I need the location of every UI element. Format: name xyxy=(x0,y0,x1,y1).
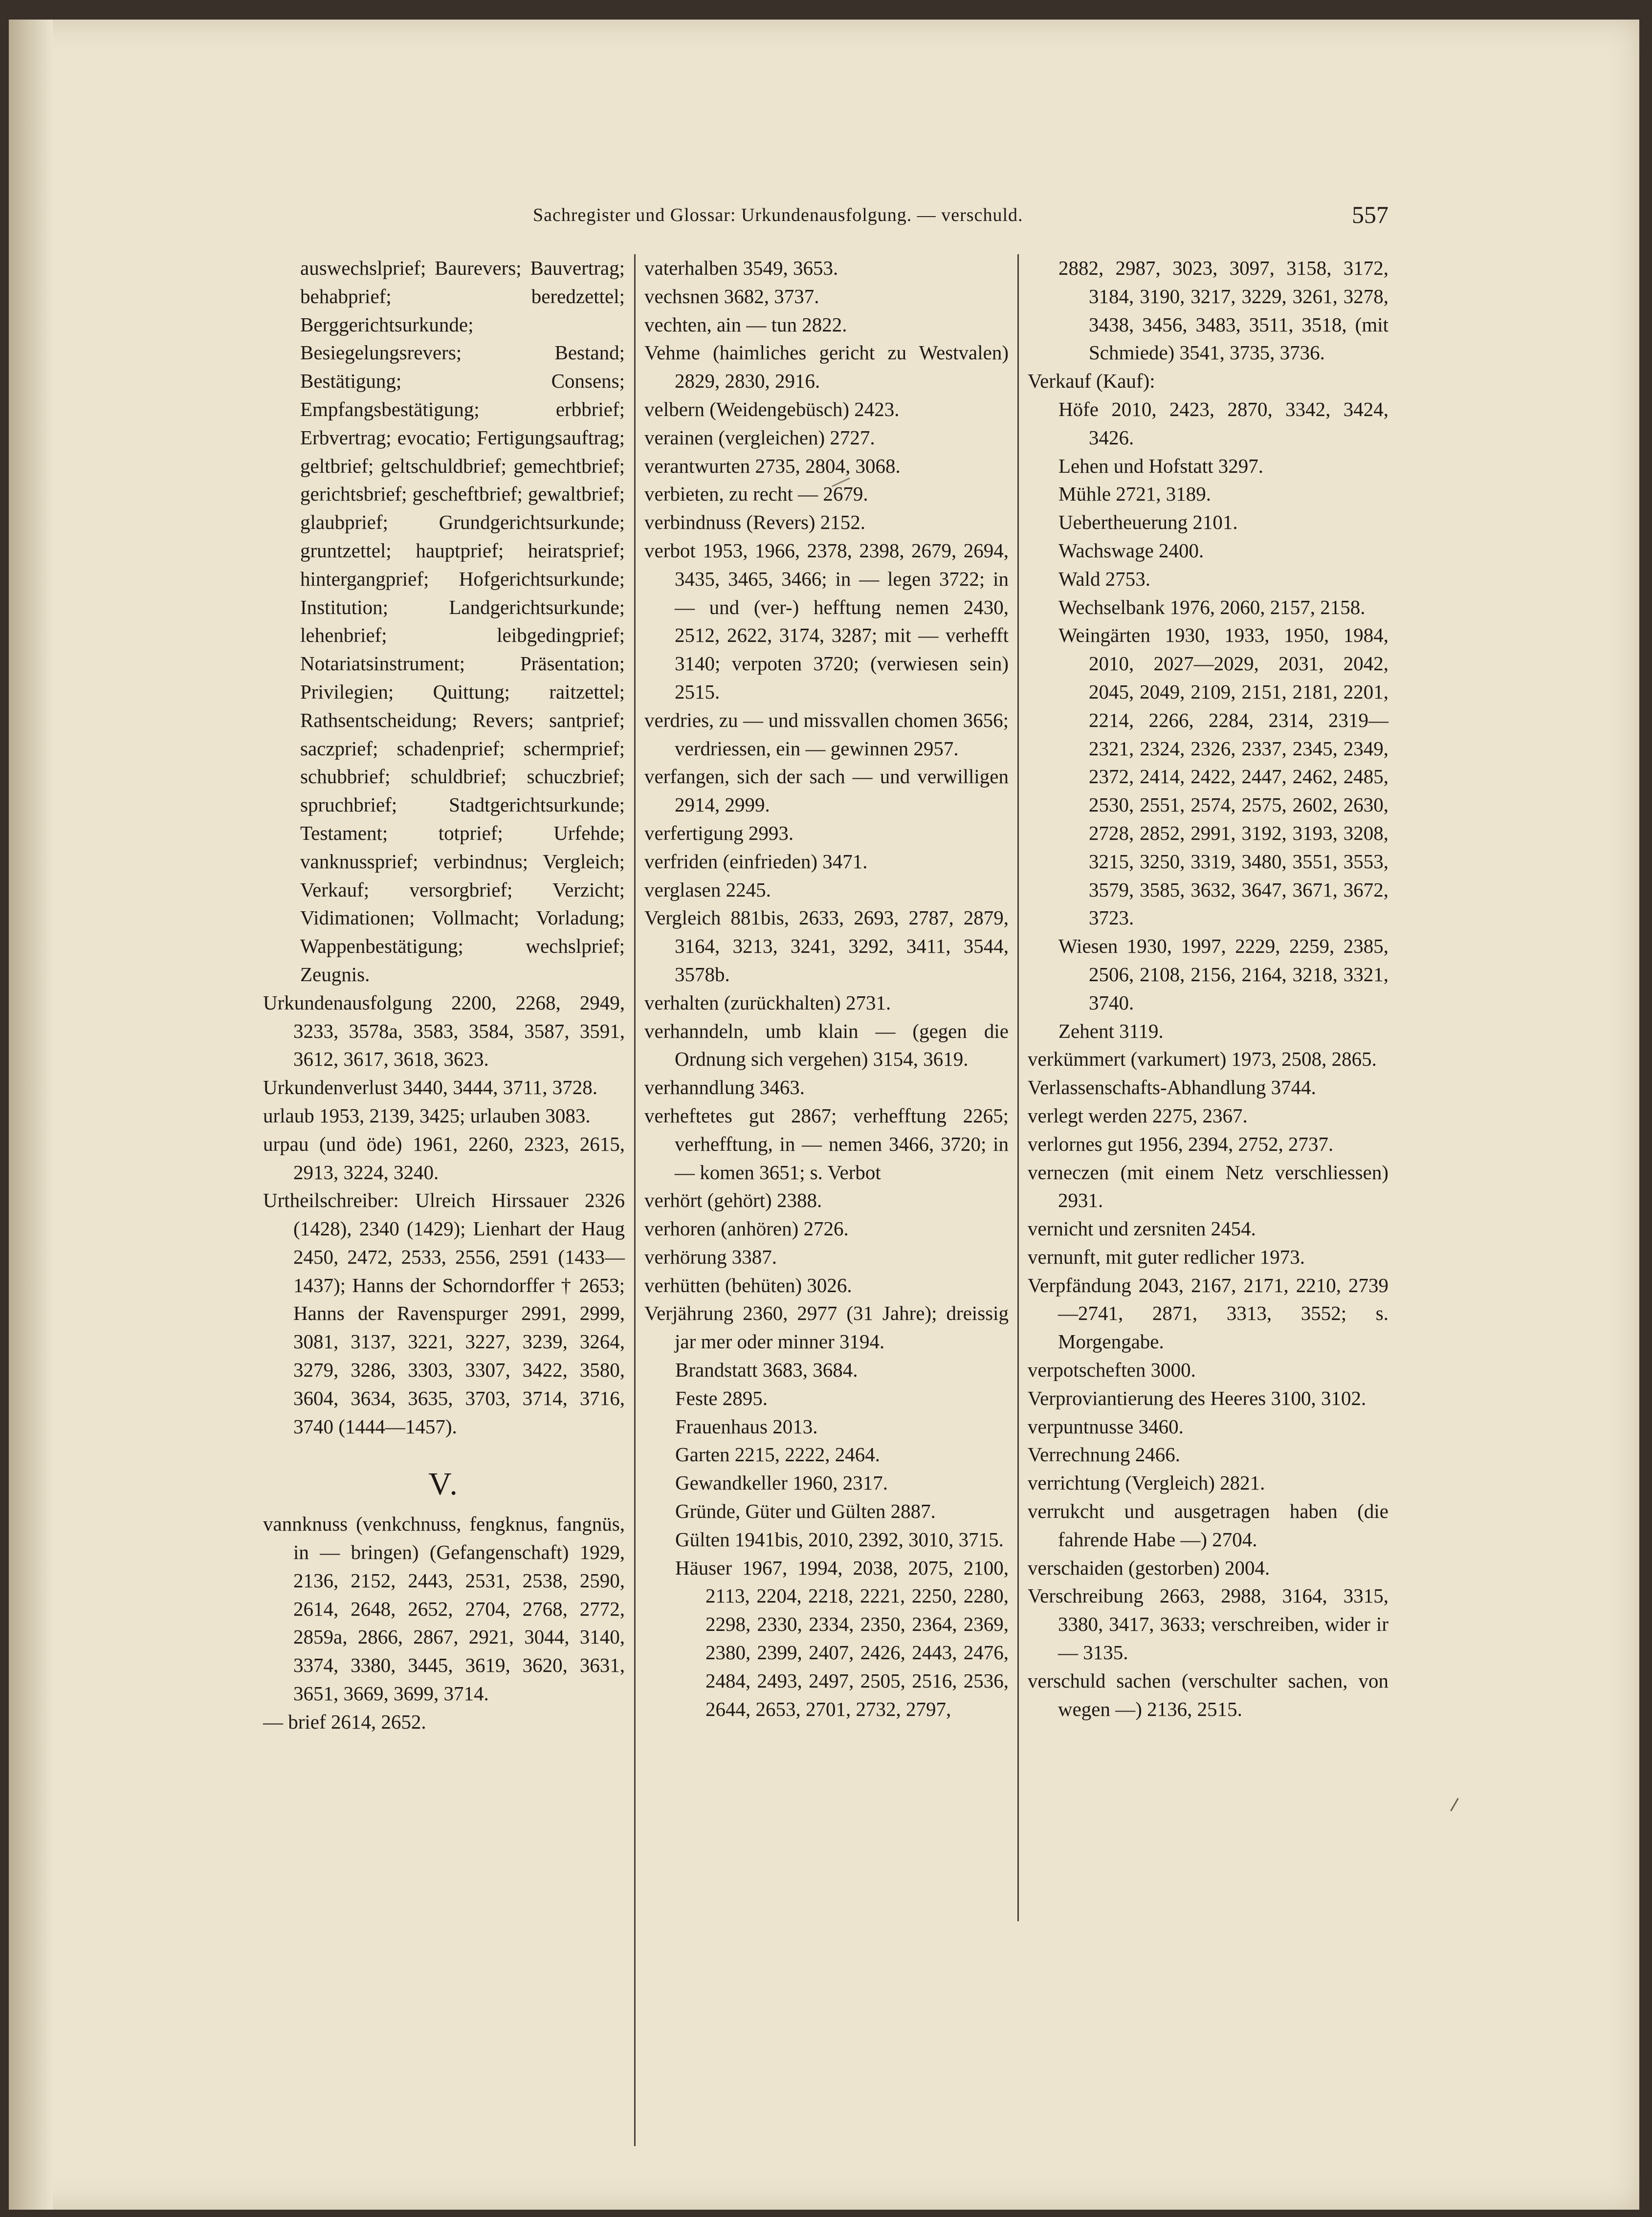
index-entry: Verproviantierung des Heeres 3100, 3102. xyxy=(1028,1386,1366,1409)
index-entry: verpuntnusse 3460. xyxy=(1028,1415,1184,1438)
index-entry: vernunft, mit guter redlicher 1973. xyxy=(1028,1245,1305,1268)
index-entry: vechsnen 3682, 3737. xyxy=(644,285,819,307)
section-heading-v: V. xyxy=(428,1466,460,1502)
index-subentry: Wechselbank 1976, 2060, 2157, 2158. xyxy=(1058,595,1366,618)
index-entry: Vergleich 881bis, 2633, 2693, 2787, 2879, 3164, 3213, 3241, 3292, 3411, 3544, 3578b. xyxy=(644,906,1009,986)
index-subentry: Zehent 3119. xyxy=(1058,1019,1164,1042)
index-entry: verdries, zu — und missvallen chomen 3656; verdriessen, ein — gewinnen 2957. xyxy=(644,708,1009,760)
page-number: 557 xyxy=(1352,201,1388,228)
index-subentry: Wald 2753. xyxy=(1058,567,1151,590)
index-entry: verglasen 2245. xyxy=(644,878,771,901)
index-subentry: Gründe, Güter und Gülten 2887. xyxy=(675,1500,936,1523)
index-entry: verschaiden (gestorben) 2004. xyxy=(1028,1556,1270,1579)
index-entry: verfangen, sich der sach — und verwilligen 2914, 2999. xyxy=(644,765,1009,816)
index-subentry: Brandstatt 3683, 3684. xyxy=(675,1359,858,1382)
index-entry: Urkundenverlust 3440, 3444, 3711, 3728. xyxy=(263,1076,598,1099)
index-entry: verpotscheften 3000. xyxy=(1028,1359,1196,1382)
index-entry: Urtheilschreiber: Ulreich Hirssauer 2326 (1428), 2340 (1429); Lienhart der Haug 2450, 2472, 2533, 2556, 2591 (1433—1437); Hanns der Schorndorffer † 2653; Hanns der Ravenspurger 2991, 2999, 3081, 3137, 3221, 3227, 3239, 3264, 3279, 3286, 3303, 3307, 3422, 3580, 3604, 3634, 3635, 3703, 3714, 3716, 3740 (1444—1457). xyxy=(263,1189,625,1438)
index-entry: verschuld sachen (verschulter sachen, von wegen —) 2136, 2515. xyxy=(1028,1669,1388,1720)
index-entry: urpau (und öde) 1961, 2260, 2323, 2615, 2913, 3224, 3240. xyxy=(263,1132,625,1184)
index-subentry: Wachswage 2400. xyxy=(1058,539,1204,562)
index-subentry: Gewandkeller 1960, 2317. xyxy=(675,1471,888,1494)
index-entry: urlaub 1953, 2139, 3425; urlauben 3083. xyxy=(263,1104,591,1127)
index-entry: verkümmert (varkumert) 1973, 2508, 2865. xyxy=(1028,1048,1377,1071)
index-entry: velbern (Weidengebüsch) 2423. xyxy=(644,397,900,420)
index-column-3 xyxy=(1028,254,1388,1723)
index-column-2 xyxy=(644,254,1009,1723)
index-entry: verfertigung 2993. xyxy=(644,821,794,844)
index-subentry: Weingärten 1930, 1933, 1950, 1984, 2010, 2027—2029, 2031, 2042, 2045, 2049, 2109, 2151, 2181, 2201, 2214, 2266, 2284, 2314, 2319—2321, 2324, 2326, 2337, 2345, 2349, 2372, 2414, 2422, 2447, 2462, 2485, 2530, 2551, 2574, 2575, 2602, 2630, 2728, 2852, 2991, 3192, 3193, 3208, 3215, 3250, 3319, 3480, 3551, 3553, 3579, 3585, 3632, 3647, 3671, 3672, 3723. xyxy=(1058,624,1388,929)
index-entry: — brief 2614, 2652. xyxy=(263,1710,426,1733)
index-entry: Urkundenausfolgung 2200, 2268, 2949, 3233, 3578a, 3583, 3584, 3587, 3591, 3612, 3617, 3618, 3623. xyxy=(263,991,625,1071)
index-entry: verainen (vergleichen) 2727. xyxy=(644,426,875,449)
index-entry: Verjährung 2360, 2977 (31 Jahre); dreissig jar mer oder minner 3194. xyxy=(644,1302,1009,1353)
index-entry: verhört (gehört) 2388. xyxy=(644,1189,822,1212)
running-header: Sachregister und Glossar: Urkundenausfolgung. — verschuld. xyxy=(533,205,1023,225)
index-entry: verhütten (behüten) 3026. xyxy=(644,1273,852,1296)
index-subentry-continuation: 2882, 2987, 3023, 3097, 3158, 3172, 3184, 3190, 3217, 3229, 3261, 3278, 3438, 3456, 3483, 3511, 3518, (mit Schmiede) 3541, 3735, 3736. xyxy=(1058,257,1388,364)
index-subentry: Wiesen 1930, 1997, 2229, 2259, 2385, 2506, 2108, 2156, 2164, 3218, 3321, 3740. xyxy=(1058,935,1388,1014)
index-entry: verneczen (mit einem Netz verschliessen) 2931. xyxy=(1028,1161,1388,1212)
index-entry: verhanndlung 3463. xyxy=(644,1076,805,1099)
page-spine-shadow xyxy=(9,20,53,2210)
index-entry: verhanndeln, umb klain — (gegen die Ordnung sich vergehen) 3154, 3619. xyxy=(644,1019,1009,1071)
index-entry: Verrechnung 2466. xyxy=(1028,1443,1180,1466)
index-entry: verbindnuss (Revers) 2152. xyxy=(644,511,866,534)
index-entry: verfriden (einfrieden) 3471. xyxy=(644,850,868,873)
index-entry: vechten, ain — tun 2822. xyxy=(644,313,847,336)
index-subentry: Frauenhaus 2013. xyxy=(675,1415,818,1438)
index-subentry: Uebertheuerung 2101. xyxy=(1058,511,1238,534)
index-entry: Vehme (haimliches gericht zu Westvalen) 2829, 2830, 2916. xyxy=(644,341,1009,393)
index-entry: verbot 1953, 1966, 2378, 2398, 2679, 2694, 3435, 3465, 3466; in — legen 3722; in — und (ver-) hefftung nemen 2430, 2512, 2622, 3174, 3287; mit — verhefft 3140; verpoten 3720; (verwiesen sein) 2515. xyxy=(644,539,1009,703)
index-column-1 xyxy=(263,254,625,1736)
index-entry: vernicht und zersniten 2454. xyxy=(1028,1217,1256,1240)
index-entry: vannknuss (venkchnuss, fengknus, fangnüs, in — bringen) (Gefangenschaft) 1929, 2136, 2152, 2443, 2531, 2538, 2590, 2614, 2648, 2652, 2704, 2768, 2772, 2859a, 2866, 2867, 2921, 3044, 3140, 3374, 3380, 3445, 3619, 3620, 3631, 3651, 3669, 3699, 3714. xyxy=(263,1513,625,1705)
index-subentry: Häuser 1967, 1994, 2038, 2075, 2100, 2113, 2204, 2218, 2221, 2250, 2280, 2298, 2330, 2334, 2350, 2364, 2369, 2380, 2399, 2407, 2426, 2443, 2476, 2484, 2493, 2497, 2505, 2516, 2536, 2644, 2653, 2701, 2732, 2797, xyxy=(675,1556,1009,1720)
index-entry: verantwurten 2735, 2804, 3068. xyxy=(644,454,901,477)
index-entry: Verschreibung 2663, 2988, 3164, 3315, 3380, 3417, 3633; verschreiben, wider ir — 3135. xyxy=(1028,1584,1388,1664)
index-subentry: Garten 2215, 2222, 2464. xyxy=(675,1443,881,1466)
index-entry: verheftetes gut 2867; verhefftung 2265; verhefftung, in — nemen 3466, 3720; in — komen 3651; s. Verbot xyxy=(644,1104,1009,1184)
index-entry: verhalten (zurückhalten) 2731. xyxy=(644,991,891,1014)
index-entry: Verkauf (Kauf): xyxy=(1028,370,1155,393)
column-divider-right xyxy=(1017,254,1019,1921)
index-entry: vaterhalben 3549, 3653. xyxy=(644,257,838,279)
index-entry: verbieten, zu recht — 2679. xyxy=(644,483,868,505)
index-entry: verrichtung (Vergleich) 2821. xyxy=(1028,1471,1265,1494)
index-entry: Verpfändung 2043, 2167, 2171, 2210, 2739—2741, 2871, 3313, 3552; s. Morgengabe. xyxy=(1028,1273,1388,1353)
index-entry: verhörung 3387. xyxy=(644,1245,777,1268)
index-subentry: Feste 2895. xyxy=(675,1386,768,1409)
index-entry: auswechslprief; Baurevers; Bauvertrag; behabprief; beredzettel; Berggerichtsurkunde; Besiegelungsrevers; Bestand; Bestätigung; Consens; Empfangsbestätigung; erbbrief; Erbvertrag; evocatio; Fertigungsauftrag; geltbrief; geltschuldbrief; gemechtbrief; gerichtsbrief; gescheftbrief; gewaltbrief; glaubprief; Grundgerichtsurkunde; gruntzettel; hauptprief; heiratsprief; hintergangprief; Hofgerichtsurkunde; Institution; Landgerichtsurkunde; lehenbrief; leibgedingprief; Notariatsinstrument; Präsentation; Privilegien; Quittung; raitzettel; Rathsentscheidung; Revers; santprief; saczprief; schadenprief; schermprief; schubbrief; schuldbrief; schuczbrief; spruchbrief; Stadtgerichtsurkunde; Testament; totprief; Urfehde; vanknussprief; verbindnus; Vergleich; Verkauf; versorgbrief; Verzicht; Vidimationen; Vollmacht; Vorladung; Wappenbestätigung; wechslprief; Zeugnis. xyxy=(300,257,625,986)
index-subentry: Mühle 2721, 3189. xyxy=(1058,483,1211,505)
index-entry: verhoren (anhören) 2726. xyxy=(644,1217,849,1240)
column-divider-left xyxy=(634,254,636,2146)
index-entry: verrukcht und ausgetragen haben (die fahrende Habe —) 2704. xyxy=(1028,1500,1388,1551)
index-subentry: Gülten 1941bis, 2010, 2392, 3010, 3715. xyxy=(675,1528,1004,1551)
index-entry: verlornes gut 1956, 2394, 2752, 2737. xyxy=(1028,1132,1334,1155)
index-entry: Verlassenschafts-Abhandlung 3744. xyxy=(1028,1076,1316,1099)
index-subentry: Lehen und Hofstatt 3297. xyxy=(1058,454,1264,477)
index-entry: verlegt werden 2275, 2367. xyxy=(1028,1104,1248,1127)
index-subentry: Höfe 2010, 2423, 2870, 3342, 3424, 3426. xyxy=(1058,397,1388,449)
